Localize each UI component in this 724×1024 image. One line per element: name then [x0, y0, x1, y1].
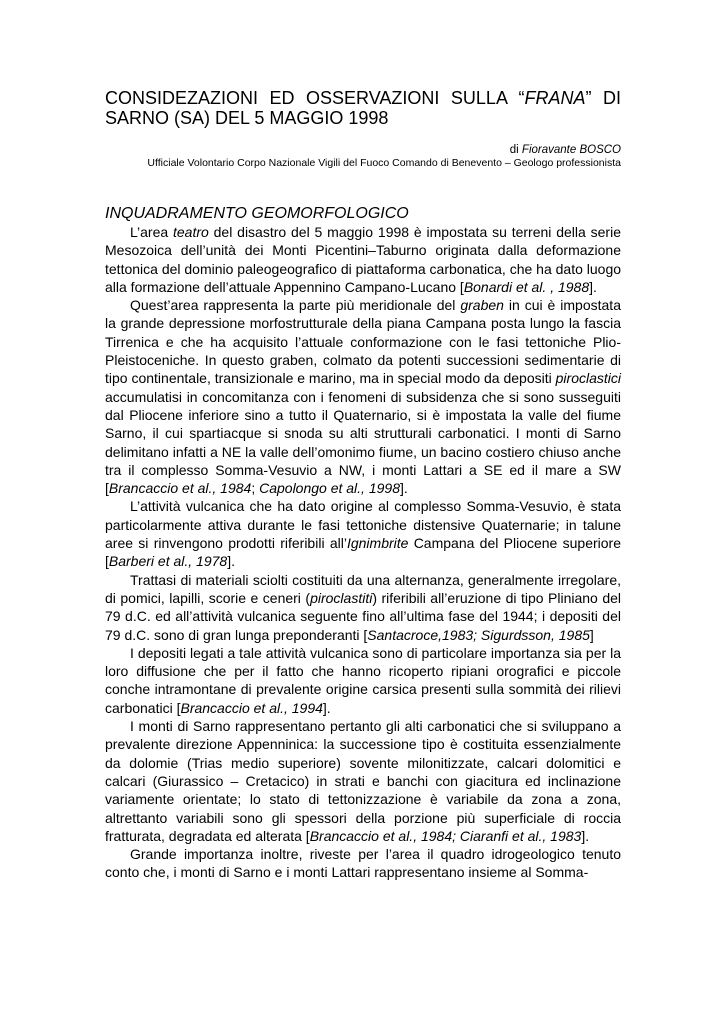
title-line-1: CONSIDEZAZIONI ED OSSERVAZIONI SULLA “FRANA” DI	[105, 88, 621, 108]
paragraph-4: Trattasi di materiali sciolti costituiti da una alternanza, generalmente irregolare, di pomici, lapilli, scorie e ceneri (piroclastiti) riferibili all’eruzione di tipo Pliniano del 79 d.C. ed all’attività vulcanica seguente fino all’ultima fase del 1944; i depositi del 79 d.C. sono di gran lunga preponderanti [Santacroce,1983; Sigurdsson, 1985]	[105, 571, 621, 643]
author-name: Fioravante BOSCO	[521, 144, 621, 156]
paragraph-3: L’attività vulcanica che ha dato origine al complesso Somma-Vesuvio, è stata particolarmente attiva durante le fasi tettoniche distensive Quaternarie; in talune aree si rinvengono prodotti riferibili all’Ignimbrite Campana del Pliocene superiore [Barberi et al., 1978].	[105, 498, 621, 570]
citation: Brancaccio et al., 1994	[180, 699, 323, 716]
citation: Santacroce,1983; Sigurdsson, 1985	[367, 626, 590, 643]
document-title	[105, 88, 621, 128]
paragraph-2: Quest’area rappresenta la parte più meridionale del graben in cui è impostata la grande depressione morfostrutturale della piana Campana posta lungo la fascia Tirrenica e che ha acquisito l’attuale conformazione con le fasi tettoniche Plio-Pleistoceniche. In questo graben, colmato da potenti successioni sedimentarie di tipo continentale, transizionale e marino, ma in special modo da depositi piroclastici accumulatisi in concomitanza con i fenomeni di subsidenza che si sono susseguiti dal Pliocene inferiore sino a tutto il Quaternario, si è impostata la valle del fiume Sarno, il cui spartiacque si snoda su alti strutturali carbonatici. I monti di Sarno delimitano infatti a NE la valle dell’omonimo fiume, un bacino costiero chiuso anche tra il complesso Somma-Vesuvio a NW, i monti Lattari a SE ed il mare a SW [Brancaccio et al., 1984; Capolongo et al., 1998].	[105, 297, 621, 497]
section-heading: INQUADRAMENTO GEOMORFOLOGICO	[105, 205, 409, 222]
author-byline: di Fioravante BOSCO	[509, 144, 621, 156]
body-text	[105, 223, 621, 882]
citation: Barberi et al., 1978	[108, 553, 228, 570]
citation: Brancaccio et al., 1984	[108, 480, 252, 497]
citation: Bonardi et al. , 1988	[463, 278, 590, 295]
citation: Brancaccio et al., 1984; Ciaranfi et al., 1983	[309, 827, 582, 844]
author-affiliation: Ufficiale Volontario Corpo Nazionale Vigili del Fuoco Comando di Benevento – Geologo professionista	[147, 157, 621, 169]
paragraph-5: I depositi legati a tale attività vulcanica sono di particolare importanza sia per la loro diffusione che per il fatto che hanno ricoperto ripiani orografici e piccole conche intramontane di prevalente origine carsica presenti sulla sommità dei rilievi carbonatici [Brancaccio et al., 1994].	[105, 644, 621, 716]
citation: Capolongo et al., 1998	[259, 480, 400, 497]
paragraph-7: Grande importanza inoltre, riveste per l’area il quadro idrogeologico tenuto conto che, i monti di Sarno e i monti Lattari rappresentano insieme al Somma-	[105, 846, 621, 881]
title-emphasis: FRANA	[524, 88, 586, 108]
paragraph-6: I monti di Sarno rappresentano pertanto gli alti carbonatici che si sviluppano a prevalente direzione Appenninica: la successione tipo è costituita essenzialmente da dolomie (Trias medio superiore) sovente milonitizzate, calcari dolomitici e calcari (Giurassico – Cretacico) in strati e banchi con giacitura ed inclinazione variamente orientate; lo stato di tettonizzazione è variabile da zona a zona, altrettanto variabili sono gli spessori della porzione più superficiale di roccia fratturata, degradata ed alterata [Brancaccio et al., 1984; Ciaranfi et al., 1983].	[105, 718, 621, 844]
paragraph-1: L’area teatro del disastro del 5 maggio 1998 è impostata su terreni della serie Mesozoica dell’unità dei Monti Picentini–Taburno originata dalla deformazione tettonica del dominio paleogeografico di piattaforma carbonatica, che ha dato luogo alla formazione dell’attuale Appennino Campano-Lucano [Bonardi et al. , 1988].	[105, 224, 622, 295]
title-line-2: SARNO (SA) DEL 5 MAGGIO 1998	[105, 108, 389, 128]
